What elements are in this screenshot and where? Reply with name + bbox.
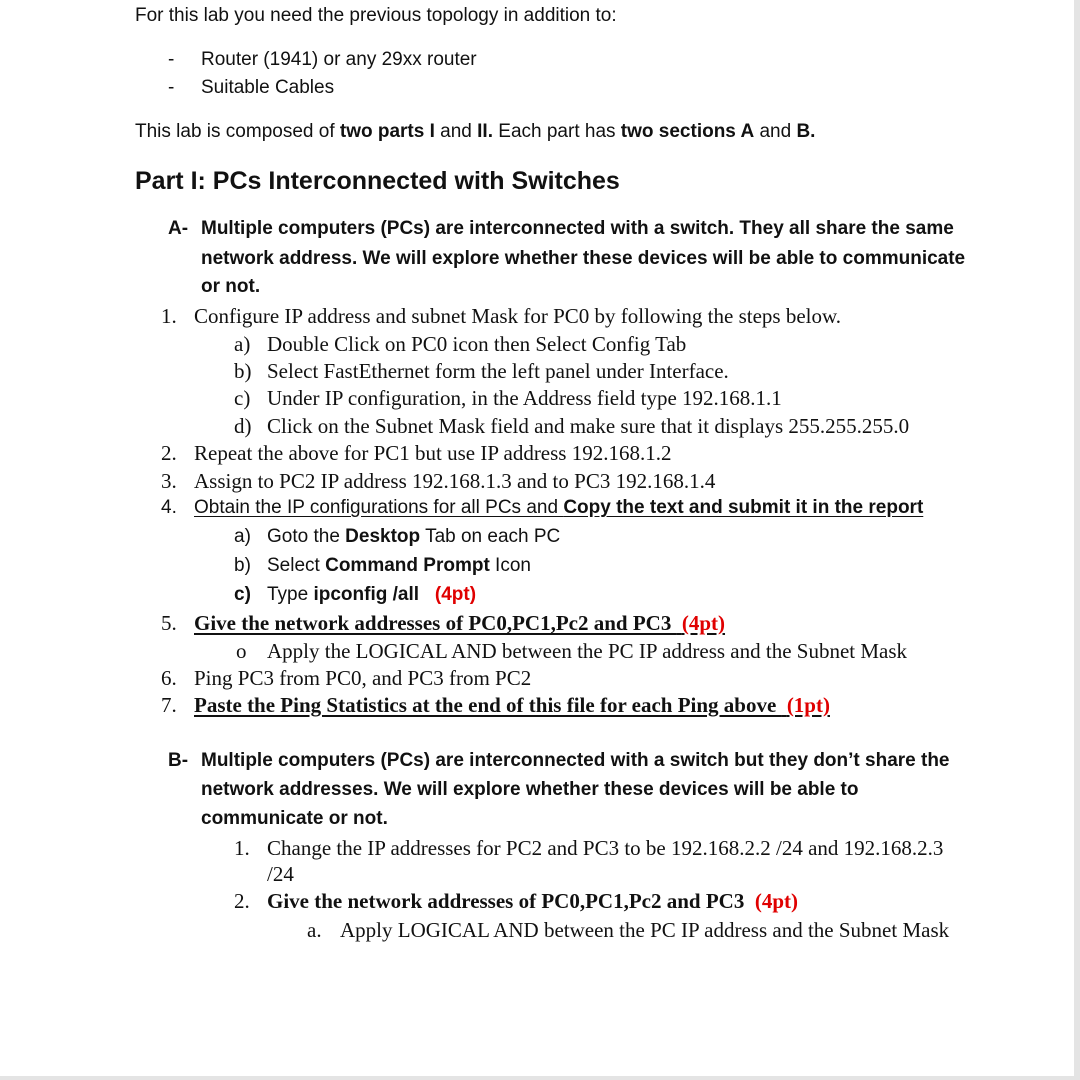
step-6-text: Ping PC3 from PC0, and PC3 from PC2 (194, 666, 532, 690)
substep-text: Double Click on PC0 icon then Select Config Tab (267, 332, 687, 356)
substep-text: Apply the LOGICAL AND between the PC IP address and the Subnet Mask (267, 639, 908, 663)
substep-label: c) (234, 584, 251, 605)
substep-label: d) (234, 414, 252, 438)
section-b-line: communicate or not. (201, 808, 388, 829)
section-a-line: network address. We will explore whether these devices will be able to communicate (201, 248, 966, 269)
part1-title: Part I: PCs Interconnected with Switches (135, 167, 620, 195)
points-badge: (1pt) (786, 693, 830, 717)
section-b-marker: B- (168, 750, 189, 771)
substep-ipconfig: Type ipconfig /all (4pt) (267, 584, 477, 605)
points-badge: (4pt) (434, 584, 477, 605)
section-a-marker: A- (168, 218, 189, 239)
step-number: 4. (161, 497, 177, 518)
substep-text: Apply LOGICAL AND between the PC IP address and the Subnet Mask (340, 918, 950, 942)
bullet-cables: Suitable Cables (201, 77, 335, 98)
substep-label: b) (234, 359, 252, 383)
step-number: 6. (161, 666, 177, 690)
substep-label: c) (234, 386, 251, 410)
step-1-text: Configure IP address and subnet Mask for PC0 by following the steps below. (194, 304, 842, 328)
bullet-marker: - (168, 77, 175, 98)
step-4-text: Obtain the IP configurations for all PCs and Copy the text and submit it in the report (194, 497, 924, 518)
step-5-text: Give the network addresses of PC0,PC1,Pc2 and PC3 (4pt) (194, 611, 726, 635)
step-number: 2. (234, 889, 250, 913)
substep-label: b) (234, 555, 251, 576)
substep-label: a. (307, 918, 322, 942)
section-b-line: Multiple computers (PCs) are interconnected with a switch but they don’t share the (201, 750, 950, 771)
step-7-text: Paste the Ping Statistics at the end of this file for each Ping above (1pt) (194, 693, 830, 717)
section-b-line: network addresses. We will explore whether these devices will be able to (201, 779, 859, 800)
step-number: 7. (161, 693, 177, 717)
step-b1-text: Change the IP addresses for PC2 and PC3 to be 192.168.2.2 /24 and 192.168.2.3 (267, 836, 944, 860)
step-number: 5. (161, 611, 177, 635)
substep-command-prompt: Select Command Prompt Icon (267, 555, 531, 576)
composition-line: This lab is composed of two parts I and II. Each part has two sections A and B. (135, 121, 816, 142)
step-number: 1. (234, 836, 250, 860)
step-2-text: Repeat the above for PC1 but use IP address 192.168.1.2 (194, 441, 672, 465)
points-badge: (4pt) (681, 611, 726, 635)
section-a-line: or not. (201, 276, 261, 297)
substep-text: Click on the Subnet Mask field and make sure that it displays 255.255.255.0 (267, 414, 910, 438)
substep-label: a) (234, 526, 251, 547)
step-number: 3. (161, 469, 177, 493)
step-b1-text-continued: /24 (267, 862, 294, 886)
step-b2-text: Give the network addresses of PC0,PC1,Pc2 and PC3 (4pt) (267, 889, 799, 913)
section-a-line: Multiple computers (PCs) are interconnected with a switch. They all share the same (201, 218, 954, 239)
substep-label: a) (234, 332, 251, 356)
step-number: 2. (161, 441, 177, 465)
bullet-circle-icon: o (236, 639, 247, 663)
substep-text: Select FastEthernet form the left panel under Interface. (267, 359, 729, 383)
substep-text: Under IP configuration, in the Address field type 192.168.1.1 (267, 386, 782, 410)
step-3-text: Assign to PC2 IP address 192.168.1.3 and to PC3 192.168.1.4 (194, 469, 716, 493)
intro-heading: For this lab you need the previous topology in addition to: (135, 5, 617, 26)
substep-desktop-tab: Goto the Desktop Tab on each PC (267, 526, 561, 547)
step-number: 1. (161, 304, 177, 328)
bullet-marker: - (168, 49, 175, 70)
points-badge: (4pt) (754, 889, 799, 913)
bullet-router: Router (1941) or any 29xx router (201, 49, 477, 70)
